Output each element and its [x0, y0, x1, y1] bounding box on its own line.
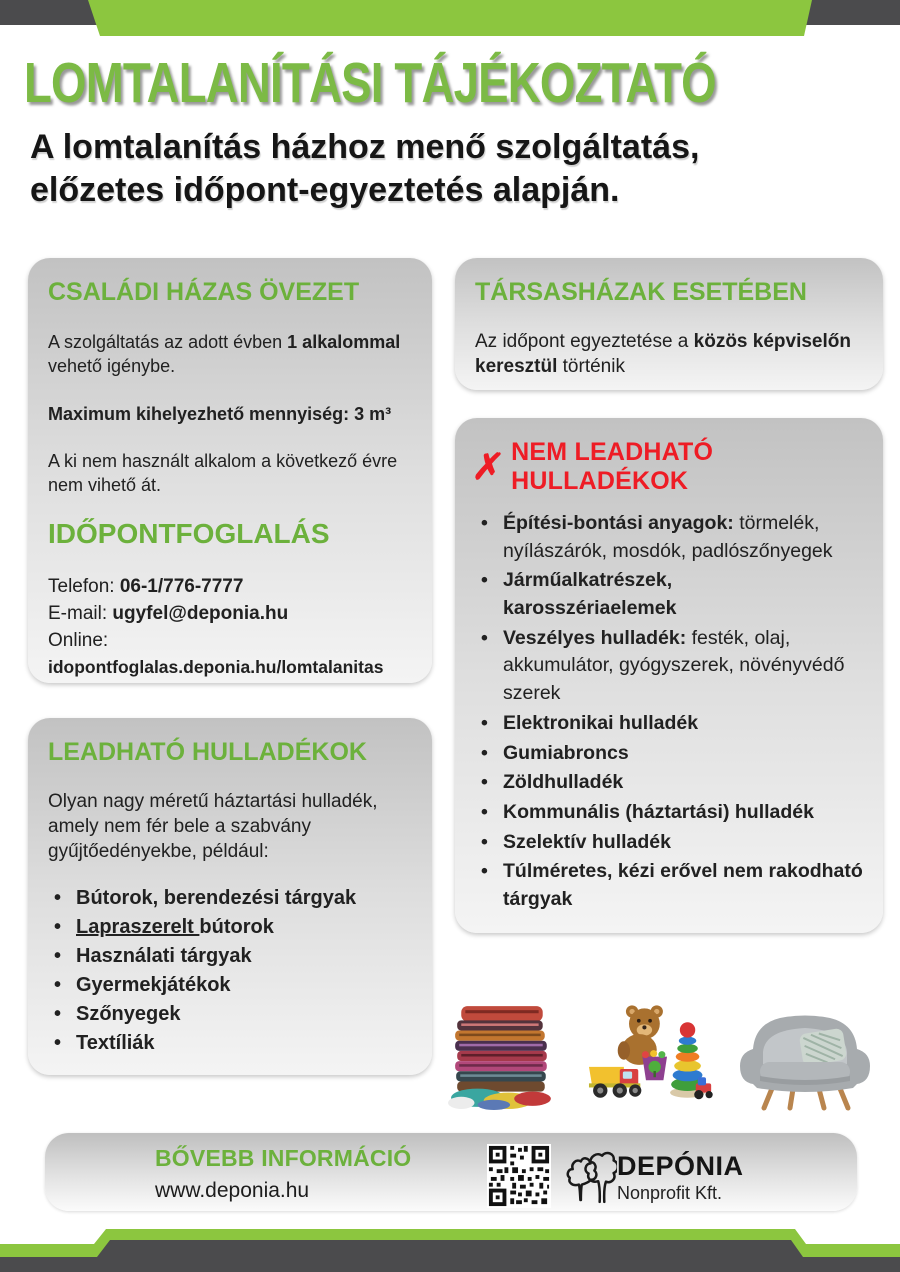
list-item: • Lapraszerelt bútorok	[54, 913, 414, 941]
contact-line: idopontfoglalas.deponia.hu/lomtalanitas	[48, 656, 384, 677]
list-item: • Elektronikai hulladék	[481, 710, 865, 738]
armchair-photo	[735, 1002, 875, 1112]
list-item: • Szőnyegek	[54, 1000, 414, 1028]
not-accepted-list	[473, 510, 865, 914]
company-name: DEPÓNIA	[617, 1151, 744, 1181]
condo-box	[455, 258, 883, 390]
subtitle-line-2: előzetes időpont-egyeztetés alapján.	[30, 170, 620, 209]
footer-bar	[45, 1133, 857, 1211]
family-zone-heading: CSALÁDI HÁZAS ÖVEZET	[48, 278, 360, 306]
list-item: • Kommunális (háztartási) hulladék	[481, 799, 865, 827]
list-item: • Gyermekjátékok	[54, 971, 414, 999]
blankets-photo	[446, 1000, 560, 1112]
list-item: • Zöldhulladék	[481, 769, 865, 797]
family-zone-paragraph-3: A ki nem használt alkalom a következő évre nem vihető át.	[48, 451, 398, 495]
bottom-banner-shape	[0, 1220, 900, 1272]
deponia-tree-logo	[565, 1143, 617, 1205]
family-zone-box	[28, 258, 432, 683]
top-banner-shape	[0, 0, 900, 36]
red-x-icon: ✗	[470, 446, 507, 487]
accepted-box	[28, 718, 432, 1075]
family-zone-paragraph-1: A szolgáltatás az adott évben 1 alkalommal vehető igénybe.	[48, 332, 401, 376]
company-block	[617, 1151, 744, 1204]
list-item: • Veszélyes hulladék: festék, olaj, akkumulátor, gyógyszerek, növényvédő szerek	[481, 625, 865, 708]
toys-photo	[580, 993, 715, 1108]
booking-contact-block	[48, 574, 412, 682]
list-item: • Bútorok, berendezési tárgyak	[54, 884, 414, 912]
condo-paragraph: Az időpont egyeztetése a közös képviselőn keresztül történik	[475, 331, 851, 378]
contact-line: Telefon: 06-1/776-7777	[48, 575, 244, 597]
accepted-intro: Olyan nagy méretű háztartási hulladék, amely nem fér bele a szabvány gyűjtőedényekbe, például:	[48, 791, 378, 863]
footer-website: www.deponia.hu	[155, 1179, 310, 1202]
qr-code-icon	[487, 1144, 551, 1208]
list-item: • Szelektív hulladék	[481, 829, 865, 857]
list-item: • Textíliák	[54, 1029, 414, 1057]
accepted-heading: LEADHATÓ HULLADÉKOK	[48, 738, 367, 766]
contact-line: E-mail: ugyfel@deponia.hu	[48, 602, 289, 624]
list-item: • Építési-bontási anyagok: törmelék, nyílászárók, mosdók, padlószőnyegek	[481, 510, 865, 565]
list-item: • Használati tárgyak	[54, 942, 414, 970]
list-item: • Túlméretes, kézi erővel nem rakodható tárgyak	[481, 858, 865, 913]
accepted-list	[46, 884, 414, 1057]
family-zone-paragraph-2: Maximum kihelyezhető mennyiség: 3 m³	[48, 403, 392, 424]
not-accepted-box	[455, 418, 883, 933]
page-subtitle	[30, 126, 699, 212]
page-title: LOMTALANÍTÁSI TÁJÉKOZTATÓ	[24, 51, 716, 115]
not-accepted-heading: NEM LEADHATÓ HULLADÉKOK	[511, 438, 714, 495]
booking-heading: IDŐPONTFOGLALÁS	[48, 517, 330, 549]
subtitle-line-1: A lomtalanítás házhoz menő szolgáltatás,	[30, 128, 700, 166]
condo-heading: TÁRSASHÁZAK ESETÉBEN	[475, 278, 807, 306]
footer-info-block	[155, 1145, 411, 1203]
footer-info-heading: BŐVEBB INFORMÁCIÓ	[155, 1145, 412, 1171]
list-item: • Gumiabroncs	[481, 740, 865, 768]
list-item: • Járműalkatrészek, karosszériaelemek	[481, 567, 865, 622]
contact-line: Online:	[48, 629, 109, 651]
company-subtitle: Nonprofit Kft.	[617, 1183, 723, 1203]
not-accepted-heading-row	[470, 438, 865, 496]
